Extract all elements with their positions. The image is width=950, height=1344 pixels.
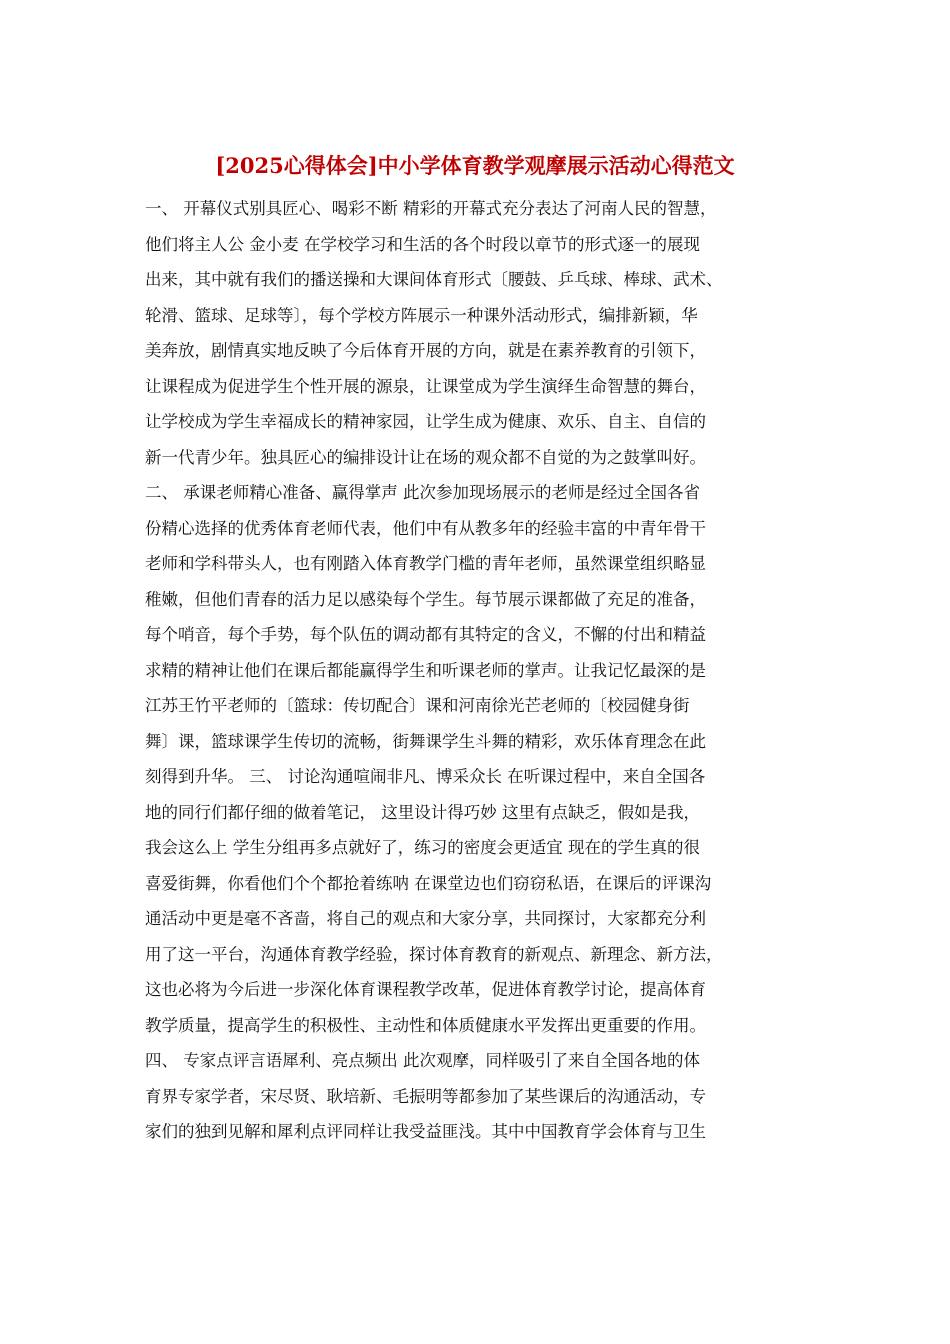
body-line: 轮滑、篮球、足球等〕，每个学校方阵展示一种课外活动形式，编排新颖，华	[145, 305, 698, 325]
body-line: 江苏王竹平老师的〔篮球：传切配合〕课和河南徐光芒老师的〔校园健身街	[145, 696, 690, 715]
body-line: 出来，其中就有我们的播送操和大课间体育形式〔腰鼓、乒乓球、棒球、武术、	[145, 270, 723, 289]
document-body	[145, 191, 825, 1150]
body-line: 二、 承课老师精心准备、赢得掌声 此次参加现场展示的老师是经过全国各省	[145, 483, 700, 502]
body-line: 让课程成为促进学生个性开展的源泉，让课堂成为学生演绎生命智慧的舞台，	[145, 376, 706, 396]
body-line: 稚嫩，但他们青春的活力足以感染每个学生。每节展示课都做了充足的准备，	[145, 589, 706, 609]
body-line: 地的同行们都仔细的做着笔记， 这里设计得巧妙 这里有点缺乏，假如是我，	[145, 802, 700, 822]
body-line: 舞〕课，篮球课学生传切的流畅，街舞课学生斗舞的精彩，欢乐体育理念在此	[145, 731, 706, 751]
body-line: 美奔放，剧情真实地反映了今后体育开展的方向，就是在素养教育的引领下，	[145, 341, 706, 360]
body-line: 喜爱街舞，你看他们个个都抢着练呐 在课堂边也们窃窃私语，在课后的评课沟	[145, 873, 712, 893]
body-line: 一、 开幕仪式别具匠心、喝彩不断 精彩的开幕式充分表达了河南人民的智慧，	[145, 199, 717, 218]
document-title: [2025心得体会]中小学体育教学观摩展示活动心得范文	[215, 153, 735, 178]
body-line: 新一代青少年。独具匠心的编排设计让在场的观众都不自觉的为之鼓掌叫好。	[145, 447, 706, 467]
body-line: 家们的独到见解和犀利点评同样让我受益匪浅。其中中国教育学会体育与卫生	[145, 1122, 706, 1141]
body-line: 让学校成为学生幸福成长的精神家园，让学生成为健康、欢乐、自主、自信的	[145, 412, 706, 431]
body-line: 教学质量，提高学生的积极性、主动性和体质健康水平发挥出更重要的作用。	[145, 1015, 706, 1035]
body-line: 他们将主人公 金小麦 在学校学习和生活的各个时段以章节的形式逐一的展现	[145, 234, 700, 254]
body-line: 四、 专家点评言语犀利、亮点频出 此次观摩，同样吸引了来自全国各地的体	[145, 1051, 700, 1070]
body-line: 老师和学科带头人，也有刚踏入体育教学门槛的青年老师，虽然课堂组织略显	[145, 554, 706, 573]
body-line: 份精心选择的优秀体育老师代表，他们中有从教多年的经验丰富的中青年骨干	[145, 518, 706, 538]
body-line: 我会这么上 学生分组再多点就好了，练习的密度会更适宜 现在的学生真的很	[145, 838, 700, 857]
body-line: 通活动中更是毫不吝啬，将自己的观点和大家分享，共同探讨，大家都充分利	[145, 909, 706, 928]
body-line: 求精的精神让他们在课后都能赢得学生和听课老师的掌声。让我记忆最深的是	[145, 660, 706, 680]
body-line: 每个哨音，每个手势，每个队伍的调动都有其特定的含义，不懈的付出和精益	[145, 625, 706, 644]
body-line: 用了这一平台，沟通体育教学经验，探讨体育教育的新观点、新理念、新方法，	[145, 944, 723, 964]
body-line: 这也必将为今后进一步深化体育课程教学改革，促进体育教学讨论，提高体育	[145, 980, 706, 999]
body-line: 刻得到升华。 三、 讨论沟通喧闹非凡、博采众长 在听课过程中，来自全国各	[145, 767, 706, 786]
body-line: 育界专家学者，宋尽贤、耿培新、毛振明等都参加了某些课后的沟通活动，专	[145, 1086, 706, 1106]
